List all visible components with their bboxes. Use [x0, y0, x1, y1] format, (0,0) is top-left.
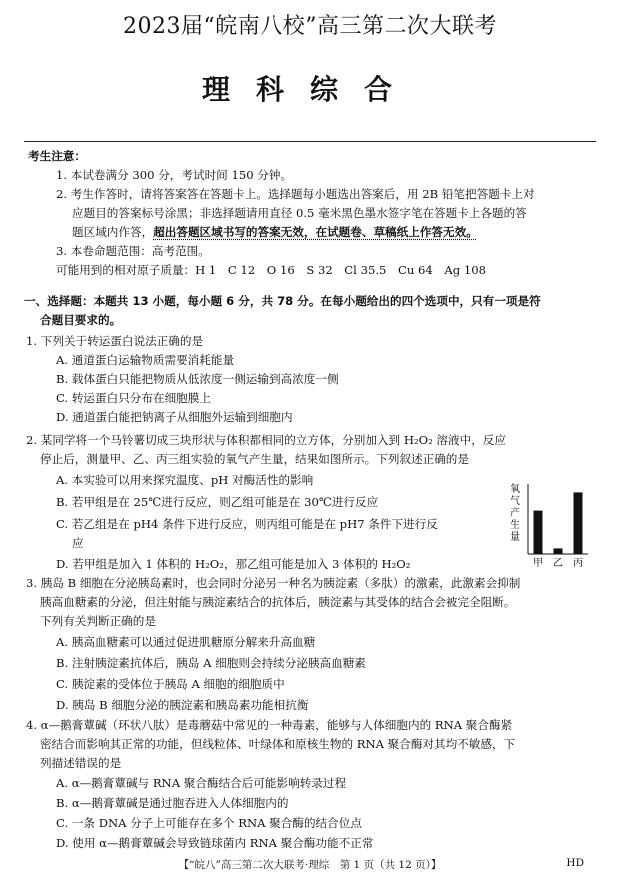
notice-item: 3. 本卷命题范围：高考范围。	[56, 244, 210, 258]
question-stem: 密结合而影响其正常的功能，但线粒体、叶绿体和原核生物的 RNA 聚合酶对其均不敏感，下	[40, 737, 516, 751]
question-stem: 3. 胰岛 B 细胞在分泌胰岛素时，也会同时分泌另一种名为胰淀素（多肽）的激素，此激素会抑制	[26, 576, 521, 590]
footer-code: HD	[566, 857, 584, 869]
option-a: A. α—鹅膏蕈碱与 RNA 聚合酶结合后可能影响转录过程	[56, 776, 347, 790]
question-stem: 列描述错误的是	[40, 756, 122, 770]
category-label: 丙	[573, 558, 583, 569]
section-heading: 一、选择题：本题共 13 小题，每小题 6 分，共 78 分。在每小题给出的四个选项中，只有一项是符	[24, 294, 541, 308]
ylabel-char: 氧	[510, 484, 520, 495]
option-d: D. 胰岛 B 细胞分泌的胰淀素和胰岛素功能相抗衡	[56, 698, 309, 712]
option-c-cont: 应	[72, 536, 84, 550]
bar-1	[534, 511, 543, 554]
notice-emphasis: 超出答题区域书写的答案无效，在试题卷、草稿纸上作答无效。	[153, 225, 478, 239]
exam-title: 2023届“皖南八校”高三第二次大联考	[123, 14, 497, 39]
ylabel-char: 量	[510, 532, 520, 543]
notice-item: 2. 考生作答时，请将答案答在答题卡上。选择题每小题选出答案后，用 2B 铅笔把答题卡上对	[56, 187, 535, 201]
category-label: 乙	[553, 558, 563, 569]
option-b: B. 注射胰淀素抗体后，胰岛 A 细胞则会持续分泌胰高血糖素	[56, 656, 366, 670]
ylabel-char: 生	[510, 520, 520, 531]
option-a: A. 本实验可以用来探究温度、pH 对酶活性的影响	[56, 473, 314, 487]
option-c: C. 胰淀素的受体位于胰岛 A 细胞的细胞质中	[56, 677, 285, 691]
chart-ylabel	[510, 482, 520, 543]
option-d: D. 使用 α—鹅膏蕈碱会导致链球菌内 RNA 聚合酶功能不正常	[56, 836, 374, 850]
question-stem: 停止后，测量甲、乙、丙三组实验的氧气产生量，结果如图所示。下列叙述正确的是	[40, 452, 469, 466]
notice-item: 应题目的答案标号涂黑；非选择题请用直径 0.5 毫米黑色墨水签字笔在答题卡上各题的答	[72, 206, 527, 220]
option-d: D. 若甲组是加入 1 体积的 H₂O₂，那乙组可能是加入 3 体积的 H₂O₂	[56, 557, 411, 571]
question-stem: 胰高血糖素的分泌，但注射能与胰淀素结合的抗体后，胰淀素与其受体的结合会被完全阻断。	[40, 595, 516, 609]
page-footer: 【“皖八”高三第二次大联考·理综 第 1 页（共 12 页）】	[178, 859, 442, 871]
option-a: A. 胰高血糖素可以通过促进肌糖原分解来升高血糖	[56, 635, 316, 649]
exam-subject: 理科综合	[201, 73, 418, 106]
option-a: A. 通道蛋白运输物质需要消耗能量	[56, 353, 235, 367]
header-divider	[24, 141, 596, 142]
question-stem: 4. α—鹅膏蕈碱（环状八肽）是毒蘑菇中常见的一种毒素，能够与人体细胞内的 RNA 聚合酶紧	[26, 718, 513, 732]
question-stem: 下列有关判断正确的是	[40, 614, 156, 628]
option-c: C. 转运蛋白只分布在细胞膜上	[56, 391, 211, 405]
notice-item	[72, 223, 478, 242]
option-c: C. 若乙组是在 pH4 条件下进行反应，则丙组可能是在 pH7 条件下进行反	[56, 517, 438, 531]
oxygen-bar-chart	[508, 478, 592, 570]
notice-heading: 考生注意：	[28, 149, 86, 163]
bar-3	[574, 492, 583, 554]
option-c: C. 一条 DNA 分子上可能存在多个 RNA 聚合酶的结合位点	[56, 816, 362, 830]
ylabel-char: 产	[510, 508, 520, 519]
question-stem: 1. 下列关于转运蛋白说法正确的是	[26, 334, 204, 348]
notice-text: 题区域内作答，	[72, 225, 154, 239]
atomic-masses: 可能用到的相对原子质量：H 1 C 12 O 16 S 32 Cl 35.5 Cu 64 Ag 108	[56, 263, 486, 277]
section-heading: 合题目要求的。	[40, 313, 122, 327]
option-b: B. 载体蛋白只能把物质从低浓度一侧运输到高浓度一侧	[56, 372, 339, 386]
option-b: B. 若甲组是在 25℃进行反应，则乙组可能是在 30℃进行反应	[56, 495, 379, 509]
ylabel-char: 气	[510, 496, 520, 507]
notice-item: 1. 本试卷满分 300 分，考试时间 150 分钟。	[56, 168, 293, 182]
category-label: 甲	[533, 558, 543, 569]
bar-2	[554, 548, 563, 554]
question-stem: 2. 某同学将一个马铃薯切成三块形状与体积都相同的立方体，分别加入到 H₂O₂ 溶液中，反应	[26, 433, 506, 447]
option-b: B. α—鹅膏蕈碱是通过胞吞进入人体细胞内的	[56, 796, 289, 810]
option-d: D. 通道蛋白能把钠离子从细胞外运输到细胞内	[56, 410, 293, 424]
